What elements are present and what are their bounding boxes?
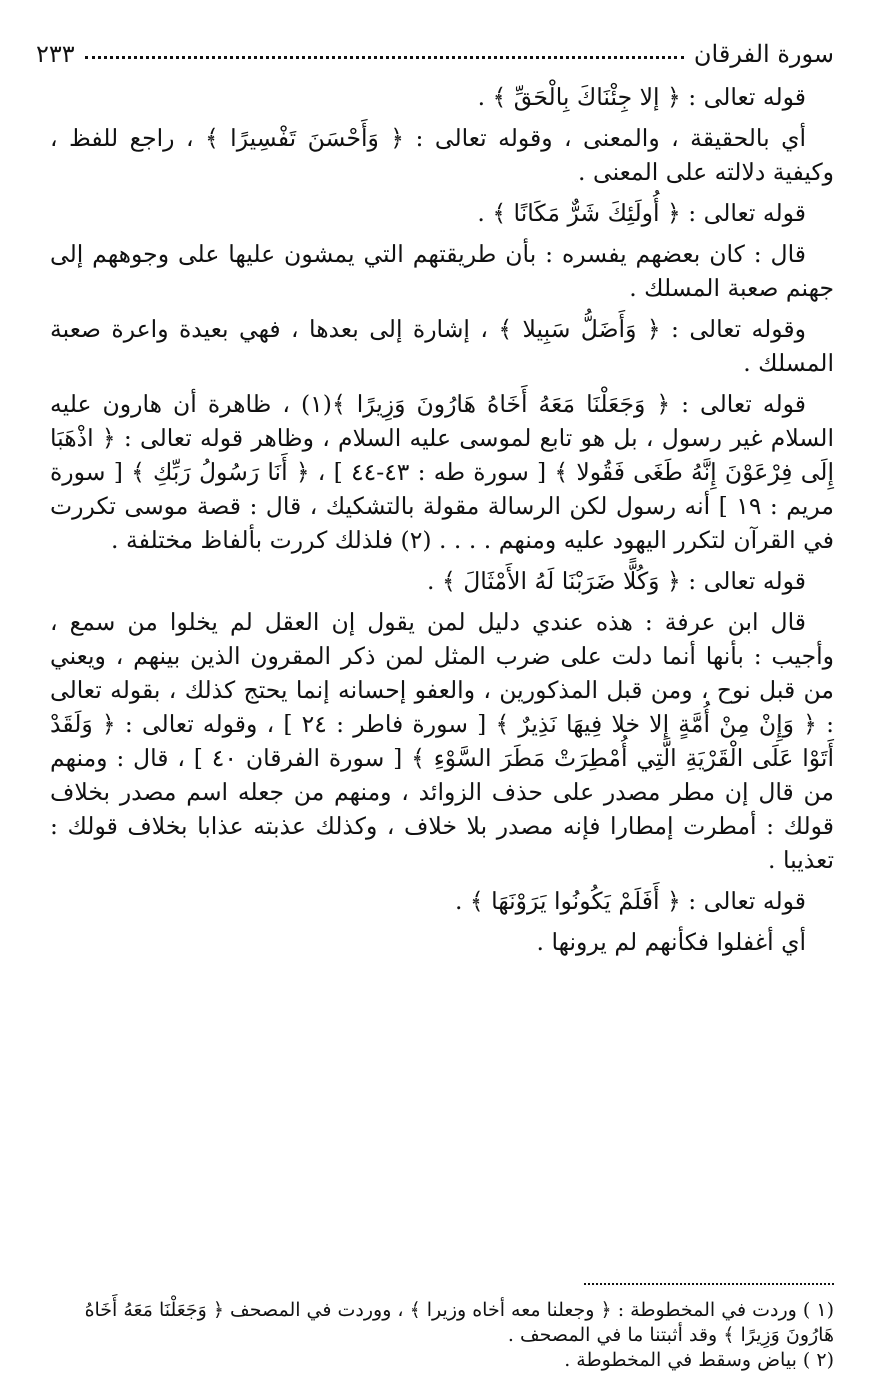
running-header — [36, 34, 834, 68]
paragraph: وقوله تعالى : ﴿ وَأَضَلُّ سَبِيلا ﴾ ، إشارة إلى بعدها ، فهي بعيدة واعرة صعبة المسلك . — [50, 315, 834, 377]
footnotes — [50, 1298, 834, 1373]
paragraph: قوله تعالى : ﴿ أُولَئِكَ شَرٌّ مَكَانًا ﴾ . — [477, 199, 806, 227]
paragraph: قوله تعالى : ﴿ إلا جِئْنَاكَ بِالْحَقِّ ﴾ . — [477, 83, 806, 111]
paragraph: قوله تعالى : ﴿ وَكُلًّا ضَرَبْنَا لَهُ الأَمْثَالَ ﴾ . — [427, 567, 806, 595]
main-text — [50, 80, 834, 966]
paragraph: أي بالحقيقة ، والمعنى ، وقوله تعالى : ﴿ وَأَحْسَنَ تَفْسِيرًا ﴾ ، راجع للفظ ، وكيفية دلالته على المعنى . — [50, 124, 834, 186]
header-dotted-rule — [85, 55, 684, 59]
footnote: (١ ) وردت في المخطوطة : ﴿ وجعلنا معه أخاه وزيرا ﴾ ، ووردت في المصحف ﴿ وَجَعَلْنَا مَعَهُ أَخَاهُ هَارُونَ وَزِيرًا ﴾ وقد أثبتنا ما في المصحف . — [84, 1299, 834, 1346]
footnote-separator — [584, 1283, 834, 1286]
paragraph: قال ابن عرفة : هذه عندي دليل لمن يقول إن العقل لم يخلوا من سمع ، وأجيب : بأنها أنما دلت على ضرب المثل لمن ذكر المقرون الذين بينهم ، ويعني من قبل نوح ، ومن قبل المذكورين ، والعفو إحسانه إنما يحتج كذلك ، بقوله تعالى : ﴿ وَإِنْ مِنْ أُمَّةٍ إلا خلا فِيهَا نَذِيرٌ ﴾ [ سورة فاطر : ٢٤ ] ، وقوله تعالى : ﴿ وَلَقَدْ أَتَوْا عَلَى الْقَرْيَةِ الَّتِي أُمْطِرَتْ مَطَرَ السَّوْءِ ﴾ [ سورة الفرقان ٤٠ ] ، قال : ومنهم من قال إن مطر مصدر على حذف الزوائد ، ومنهم من جعله اسم مصدر بخلاف قولك : أمطرت إمطارا فإنه مصدر بلا خلاف ، وكذلك عذبته عذابا بخلاف قولك : تعذيبا . — [50, 608, 834, 874]
paragraph: قوله تعالى : ﴿ وَجَعَلْنَا مَعَهُ أَخَاهُ هَارُونَ وَزِيرًا ﴾(١) ، ظاهرة أن هارون عليه السلام غير رسول ، بل هو تابع لموسى عليه السلام ، وظاهر قوله تعالى : ﴿ اذْهَبَا إِلَى فِرْعَوْنَ إِنَّهُ طَغَى فَقُولا ﴾ [ سورة طه : ٤٣-٤٤ ] ، ﴿ أَنَا رَسُولُ رَبِّكِ ﴾ [ سورة مريم : ١٩ ] أنه رسول لكن الرسالة مقولة بالتشكيك ، قال : قصة موسى تكررت في القرآن لتكرر اليهود عليه ومنهم . . . . (٢) فلذلك كررت بألفاظ مختلفة . — [50, 390, 834, 554]
surah-title: سورة الفرقان — [693, 40, 834, 68]
paragraph: قوله تعالى : ﴿ أَفَلَمْ يَكُونُوا يَرَوْنَهَا ﴾ . — [454, 887, 806, 915]
paragraph: أي أغفلوا فكأنهم لم يرونها . — [536, 928, 806, 956]
paragraph: قال : كان بعضهم يفسره : بأن طريقتهم التي يمشون عليها على وجوههم إلى جهنم صعبة المسلك . — [50, 240, 834, 302]
page-number: ٢٣٣ — [36, 40, 75, 68]
footnote: (٢ ) بياض وسقط في المخطوطة . — [564, 1349, 834, 1371]
